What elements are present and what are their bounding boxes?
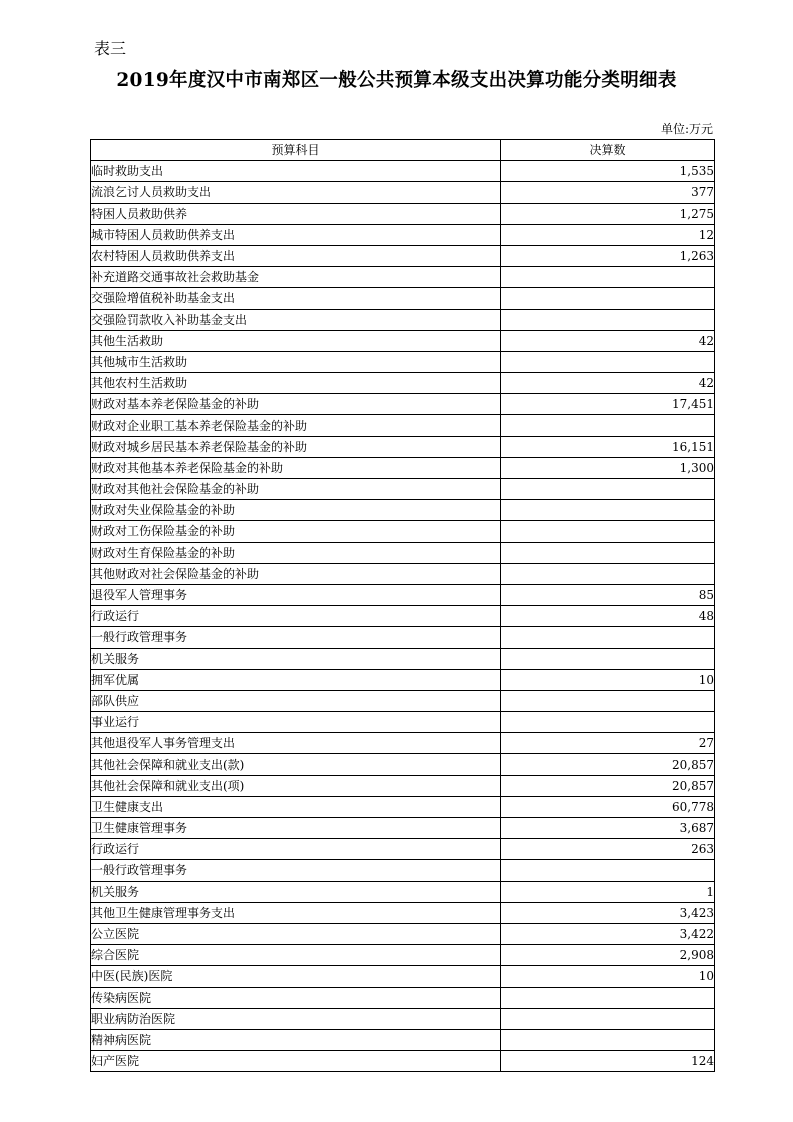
table-row (91, 690, 715, 711)
table-row (91, 521, 715, 542)
subject-cell: 财政对失业保险基金的补助 (91, 500, 501, 521)
table-row (91, 288, 715, 309)
table-row (91, 606, 715, 627)
table-row (91, 775, 715, 796)
subject-cell: 其他财政对社会保险基金的补助 (91, 563, 501, 584)
subject-cell: 精神病医院 (91, 1029, 501, 1050)
subject-cell: 机关服务 (91, 648, 501, 669)
amount-cell (501, 479, 715, 500)
amount-cell: 1,535 (501, 161, 715, 182)
amount-cell: 1 (501, 881, 715, 902)
subject-cell: 财政对企业职工基本养老保险基金的补助 (91, 415, 501, 436)
subject-cell: 补充道路交通事故社会救助基金 (91, 267, 501, 288)
amount-cell: 1,300 (501, 457, 715, 478)
amount-cell (501, 500, 715, 521)
amount-cell: 1,263 (501, 245, 715, 266)
table-row (91, 987, 715, 1008)
unit-label: 单位:万元 (660, 122, 713, 136)
amount-cell: 42 (501, 330, 715, 351)
subject-cell: 其他社会保障和就业支出(款) (91, 754, 501, 775)
table-row (91, 754, 715, 775)
subject-cell: 一般行政管理事务 (91, 860, 501, 881)
amount-cell (501, 267, 715, 288)
subject-cell: 职业病防治医院 (91, 1008, 501, 1029)
sheet-label: 表三 (94, 39, 127, 58)
table-row (91, 881, 715, 902)
table-row (91, 839, 715, 860)
table-row (91, 542, 715, 563)
subject-cell: 财政对其他基本养老保险基金的补助 (91, 457, 501, 478)
table-row (91, 224, 715, 245)
amount-cell: 85 (501, 584, 715, 605)
subject-cell: 卫生健康支出 (91, 796, 501, 817)
subject-cell: 一般行政管理事务 (91, 627, 501, 648)
subject-cell: 交强险增值税补助基金支出 (91, 288, 501, 309)
amount-cell (501, 860, 715, 881)
amount-cell (501, 309, 715, 330)
amount-cell (501, 521, 715, 542)
subject-cell: 部队供应 (91, 690, 501, 711)
subject-cell: 财政对工伤保险基金的补助 (91, 521, 501, 542)
table-row (91, 1029, 715, 1050)
amount-cell: 10 (501, 966, 715, 987)
table-row (91, 860, 715, 881)
amount-cell (501, 648, 715, 669)
amount-cell: 1,275 (501, 203, 715, 224)
amount-cell: 60,778 (501, 796, 715, 817)
subject-cell: 机关服务 (91, 881, 501, 902)
table-row (91, 500, 715, 521)
table-row (91, 1051, 715, 1072)
header-subject: 预算科目 (91, 140, 501, 161)
amount-cell: 3,422 (501, 923, 715, 944)
subject-cell: 特困人员救助供养 (91, 203, 501, 224)
table-row (91, 796, 715, 817)
subject-cell: 其他生活救助 (91, 330, 501, 351)
amount-cell: 10 (501, 669, 715, 690)
amount-cell: 20,857 (501, 754, 715, 775)
table-row (91, 945, 715, 966)
subject-cell: 财政对城乡居民基本养老保险基金的补助 (91, 436, 501, 457)
amount-cell (501, 712, 715, 733)
subject-cell: 公立医院 (91, 923, 501, 944)
subject-cell: 卫生健康管理事务 (91, 818, 501, 839)
subject-cell: 其他卫生健康管理事务支出 (91, 902, 501, 923)
table-row (91, 1008, 715, 1029)
amount-cell: 17,451 (501, 394, 715, 415)
amount-cell: 377 (501, 182, 715, 203)
subject-cell: 其他农村生活救助 (91, 373, 501, 394)
table-row (91, 330, 715, 351)
subject-cell: 妇产医院 (91, 1051, 501, 1072)
subject-cell: 农村特困人员救助供养支出 (91, 245, 501, 266)
amount-cell: 3,687 (501, 818, 715, 839)
subject-cell: 其他城市生活救助 (91, 351, 501, 372)
amount-cell: 3,423 (501, 902, 715, 923)
subject-cell: 交强险罚款收入补助基金支出 (91, 309, 501, 330)
amount-cell (501, 627, 715, 648)
amount-cell: 48 (501, 606, 715, 627)
subject-cell: 财政对生育保险基金的补助 (91, 542, 501, 563)
amount-cell (501, 987, 715, 1008)
amount-cell (501, 351, 715, 372)
table-row (91, 267, 715, 288)
table-row (91, 563, 715, 584)
table-row (91, 415, 715, 436)
page-title: 2019年度汉中市南郑区一般公共预算本级支出决算功能分类明细表 (116, 70, 677, 91)
table-row (91, 457, 715, 478)
table-row (91, 203, 715, 224)
table-row (91, 818, 715, 839)
subject-cell: 财政对基本养老保险基金的补助 (91, 394, 501, 415)
budget-table (90, 139, 715, 1072)
amount-cell: 12 (501, 224, 715, 245)
table-row (91, 923, 715, 944)
amount-cell (501, 1029, 715, 1050)
subject-cell: 财政对其他社会保险基金的补助 (91, 479, 501, 500)
table-row (91, 182, 715, 203)
table-row (91, 648, 715, 669)
subject-cell: 行政运行 (91, 839, 501, 860)
subject-cell: 综合医院 (91, 945, 501, 966)
subject-cell: 事业运行 (91, 712, 501, 733)
amount-cell (501, 288, 715, 309)
subject-cell: 临时救助支出 (91, 161, 501, 182)
subject-cell: 流浪乞讨人员救助支出 (91, 182, 501, 203)
table-row (91, 436, 715, 457)
subject-cell: 传染病医院 (91, 987, 501, 1008)
amount-cell (501, 690, 715, 711)
amount-cell: 124 (501, 1051, 715, 1072)
table-row (91, 394, 715, 415)
subject-cell: 拥军优属 (91, 669, 501, 690)
table-row (91, 733, 715, 754)
table-row (91, 161, 715, 182)
table-row (91, 351, 715, 372)
amount-cell: 2,908 (501, 945, 715, 966)
amount-cell: 42 (501, 373, 715, 394)
subject-cell: 其他社会保障和就业支出(项) (91, 775, 501, 796)
table-row (91, 245, 715, 266)
table-row (91, 373, 715, 394)
table-row (91, 669, 715, 690)
amount-cell: 16,151 (501, 436, 715, 457)
table-row (91, 966, 715, 987)
header-amount: 决算数 (501, 140, 715, 161)
amount-cell: 263 (501, 839, 715, 860)
subject-cell: 其他退役军人事务管理支出 (91, 733, 501, 754)
table-row (91, 309, 715, 330)
table-row (91, 627, 715, 648)
table-body (91, 161, 715, 1072)
amount-cell: 27 (501, 733, 715, 754)
subject-cell: 退役军人管理事务 (91, 584, 501, 605)
table-row (91, 479, 715, 500)
table-row (91, 902, 715, 923)
amount-cell (501, 1008, 715, 1029)
amount-cell (501, 563, 715, 584)
subject-cell: 城市特困人员救助供养支出 (91, 224, 501, 245)
amount-cell: 20,857 (501, 775, 715, 796)
amount-cell (501, 415, 715, 436)
table-row (91, 712, 715, 733)
table-row (91, 584, 715, 605)
amount-cell (501, 542, 715, 563)
table-header-row (91, 140, 715, 161)
subject-cell: 中医(民族)医院 (91, 966, 501, 987)
subject-cell: 行政运行 (91, 606, 501, 627)
